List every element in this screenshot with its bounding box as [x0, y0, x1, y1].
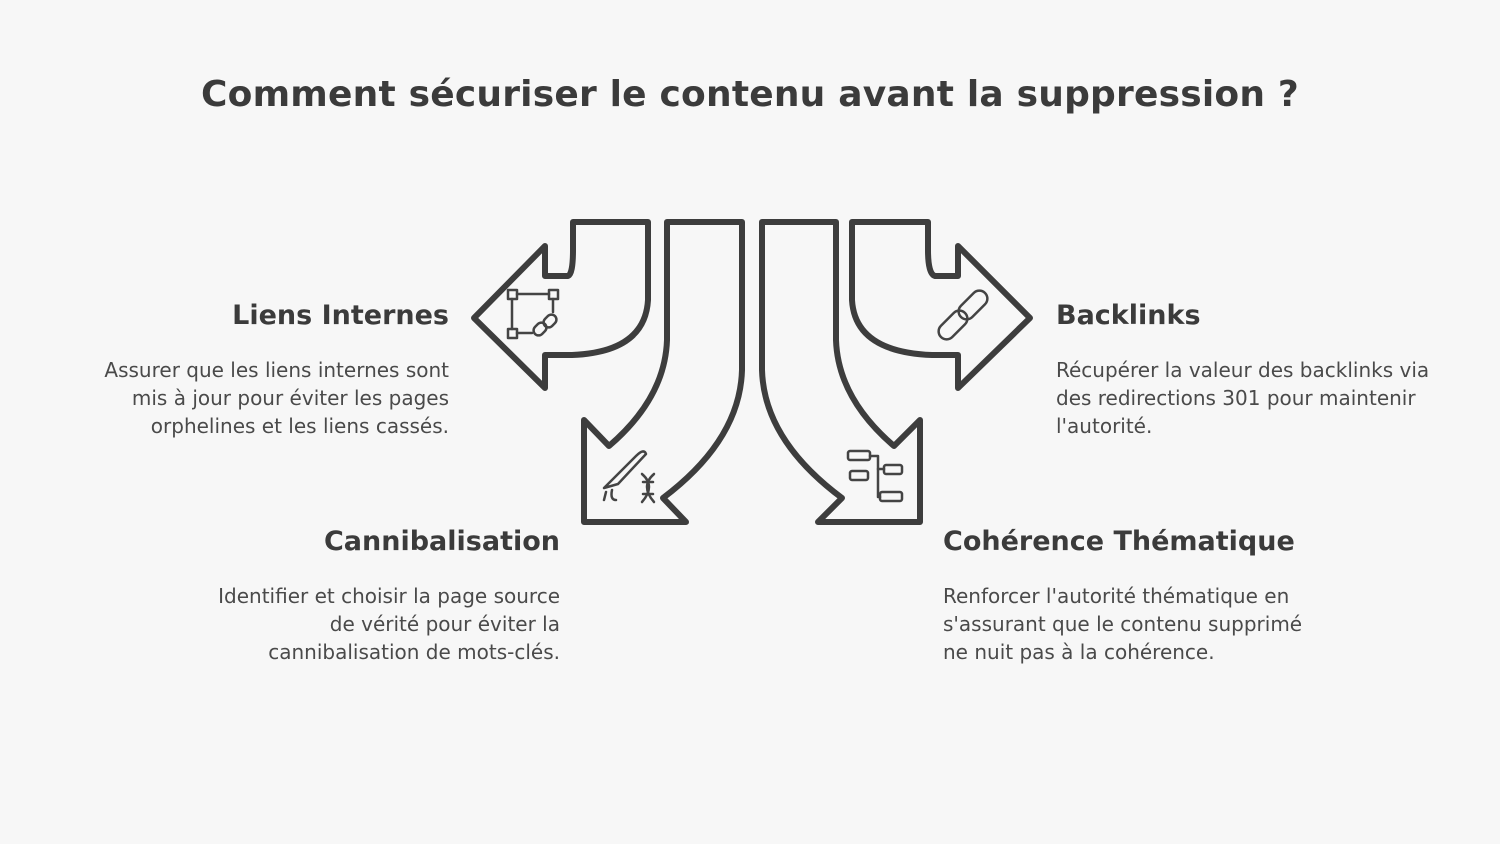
description-cannibalisation: Identifier et choisir la page source de vérité pour éviter la cannibalisation de mots-clés.	[218, 584, 560, 664]
description-liens-internes: Assurer que les liens internes sont mis à jour pour éviter les pages orphelines et les liens cassés.	[104, 358, 449, 438]
description-coherence: Renforcer l'autorité thématique en s'assurant que le contenu supprimé ne nuit pas à la cohérence.	[943, 584, 1303, 664]
description-backlinks: Récupérer la valeur des backlinks via des redirections 301 pour maintenir l'autorité.	[1056, 358, 1430, 438]
diagram-title: Comment sécuriser le contenu avant la suppression ?	[201, 74, 1299, 115]
heading-coherence: Cohérence Thématique	[943, 526, 1295, 557]
arrow-liens-internes	[474, 222, 648, 388]
heading-backlinks: Backlinks	[1056, 300, 1201, 331]
heading-liens-internes: Liens Internes	[232, 300, 449, 331]
heading-cannibalisation: Cannibalisation	[323, 526, 560, 557]
arrow-backlinks	[852, 222, 1030, 388]
